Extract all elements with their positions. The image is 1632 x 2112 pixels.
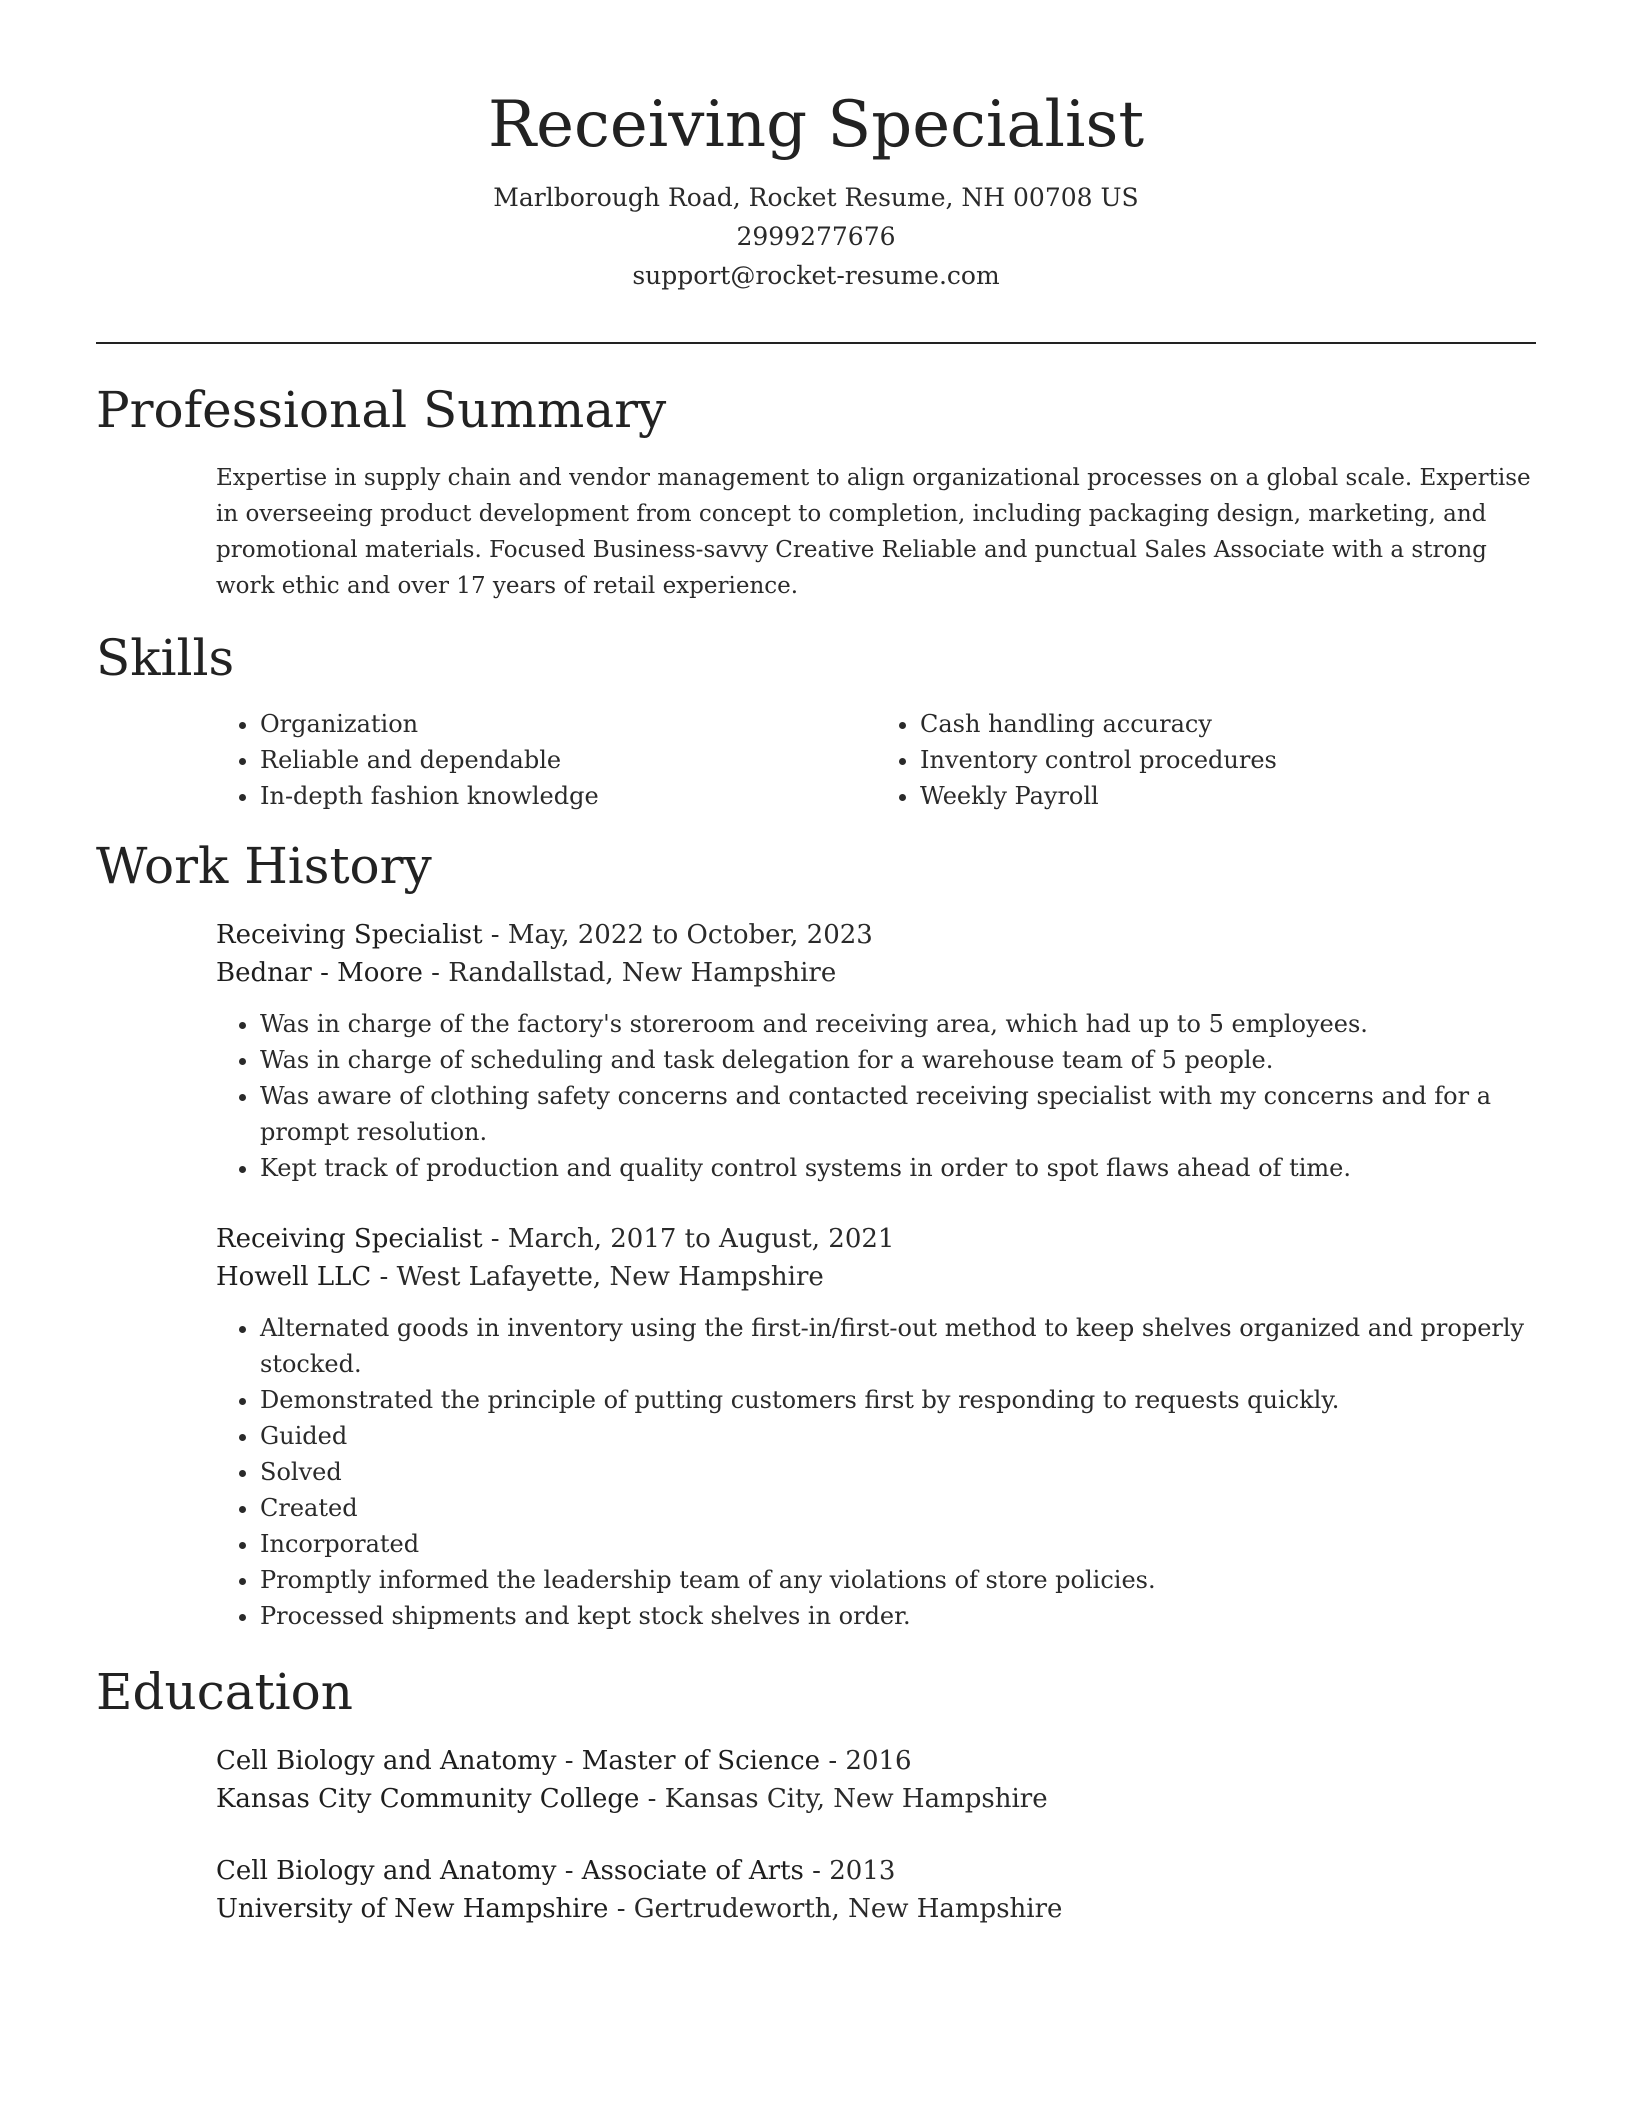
education-degree: Associate of Arts (581, 1856, 804, 1886)
job-bullet: • Solved (260, 1454, 1536, 1490)
education-degree: Master of Science (581, 1746, 821, 1776)
job-bullet: • Kept track of production and quality control systems in order to spot flaws ahead of time. (260, 1150, 1536, 1186)
separator: - (482, 920, 508, 950)
separator: - (820, 1746, 846, 1776)
job-bullets (216, 1006, 1536, 1186)
education-school: Kansas City Community College (216, 1784, 640, 1814)
education-entry (216, 1742, 1536, 1818)
skills-section (216, 706, 1536, 814)
education-heading: Education (96, 1663, 353, 1721)
education-school-line (216, 1780, 1536, 1818)
skill-item: • Inventory control procedures (920, 742, 1536, 778)
job-title: Receiving Specialist (216, 1224, 483, 1254)
skill-item: • Reliable and dependable (260, 742, 876, 778)
job-bullet: • Processed shipments and kept stock shelves in order. (260, 1598, 1536, 1634)
job-bullet: • Was in charge of scheduling and task delegation for a warehouse team of 5 people. (260, 1042, 1536, 1078)
job-bullet: • Incorporated (260, 1526, 1536, 1562)
work-history-heading: Work History (96, 837, 432, 895)
skill-item: • Weekly Payroll (920, 778, 1536, 814)
job-company: Bednar - Moore (216, 958, 423, 988)
education-location: Gertrudeworth, New Hampshire (633, 1894, 1063, 1924)
job-location: Randallstad, New Hampshire (448, 958, 837, 988)
job-dates: May, 2022 to October, 2023 (507, 920, 873, 950)
contact-email: support@rocket-resume.com (632, 261, 1000, 290)
education-school: University of New Hampshire (216, 1894, 609, 1924)
job-bullet: • Alternated goods in inventory using the first-in/first-out method to keep shelves organized and properly stocked. (260, 1310, 1536, 1382)
job-dates: March, 2017 to August, 2021 (507, 1224, 895, 1254)
contact-phone: 2999277676 (736, 222, 896, 251)
education-entry (216, 1852, 1536, 1928)
separator: - (422, 958, 449, 988)
job-entry (216, 916, 1536, 1186)
job-title-line (216, 1220, 1536, 1258)
summary-section (216, 460, 1536, 604)
education-field: Cell Biology and Anatomy (216, 1746, 557, 1776)
separator: - (556, 1746, 582, 1776)
education-school-line (216, 1890, 1536, 1928)
separator: - (608, 1894, 634, 1924)
education-year: 2016 (845, 1746, 912, 1776)
job-bullet: • Guided (260, 1418, 1536, 1454)
education-degree-line (216, 1742, 1536, 1780)
header-divider (96, 342, 1536, 344)
job-company-line (216, 954, 1536, 992)
skill-item: • Cash handling accuracy (920, 706, 1536, 742)
job-bullets (216, 1310, 1536, 1634)
skills-column-left (216, 706, 876, 814)
skill-item: • Organization (260, 706, 876, 742)
summary-heading: Professional Summary (96, 381, 667, 439)
job-company: Howell LLC (216, 1262, 372, 1292)
separator: - (556, 1856, 582, 1886)
job-title-line (216, 916, 1536, 954)
job-bullet: • Promptly informed the leadership team of any violations of store policies. (260, 1562, 1536, 1598)
job-company-line (216, 1258, 1536, 1296)
education-year: 2013 (829, 1856, 896, 1886)
candidate-name: Receiving Specialist (487, 88, 1145, 162)
education-location: Kansas City, New Hampshire (664, 1784, 1048, 1814)
separator: - (803, 1856, 830, 1886)
skill-item: • In-depth fashion knowledge (260, 778, 876, 814)
job-bullet: • Was in charge of the factory's storeroom and receiving area, which had up to 5 employees. (260, 1006, 1536, 1042)
job-entry (216, 1220, 1536, 1634)
skills-heading: Skills (96, 629, 235, 687)
education-degree-line (216, 1852, 1536, 1890)
job-bullet: • Created (260, 1490, 1536, 1526)
education-field: Cell Biology and Anatomy (216, 1856, 557, 1886)
separator: - (371, 1262, 397, 1292)
resume-header (96, 80, 1536, 295)
job-location: West Lafayette, New Hampshire (396, 1262, 824, 1292)
skills-column-right (876, 706, 1536, 814)
contact-address: Marlborough Road, Rocket Resume, NH 00708 US (493, 183, 1139, 212)
separator: - (482, 1224, 508, 1254)
separator: - (639, 1784, 665, 1814)
job-title: Receiving Specialist (216, 920, 483, 950)
summary-text: Expertise in supply chain and vendor management to align organizational processes on a global scale. Expertise in overseeing product development from concept to completion, including packaging design, marketing, and promotional materials. Focused Business-savvy Creative Reliable and punctual Sales Associate with a strong work ethic and over 17 years of retail experience. (216, 465, 1531, 599)
job-bullet: • Demonstrated the principle of putting customers first by responding to requests quickly. (260, 1382, 1536, 1418)
job-bullet: • Was aware of clothing safety concerns and contacted receiving specialist with my concerns and for a prompt resolution. (260, 1078, 1536, 1150)
